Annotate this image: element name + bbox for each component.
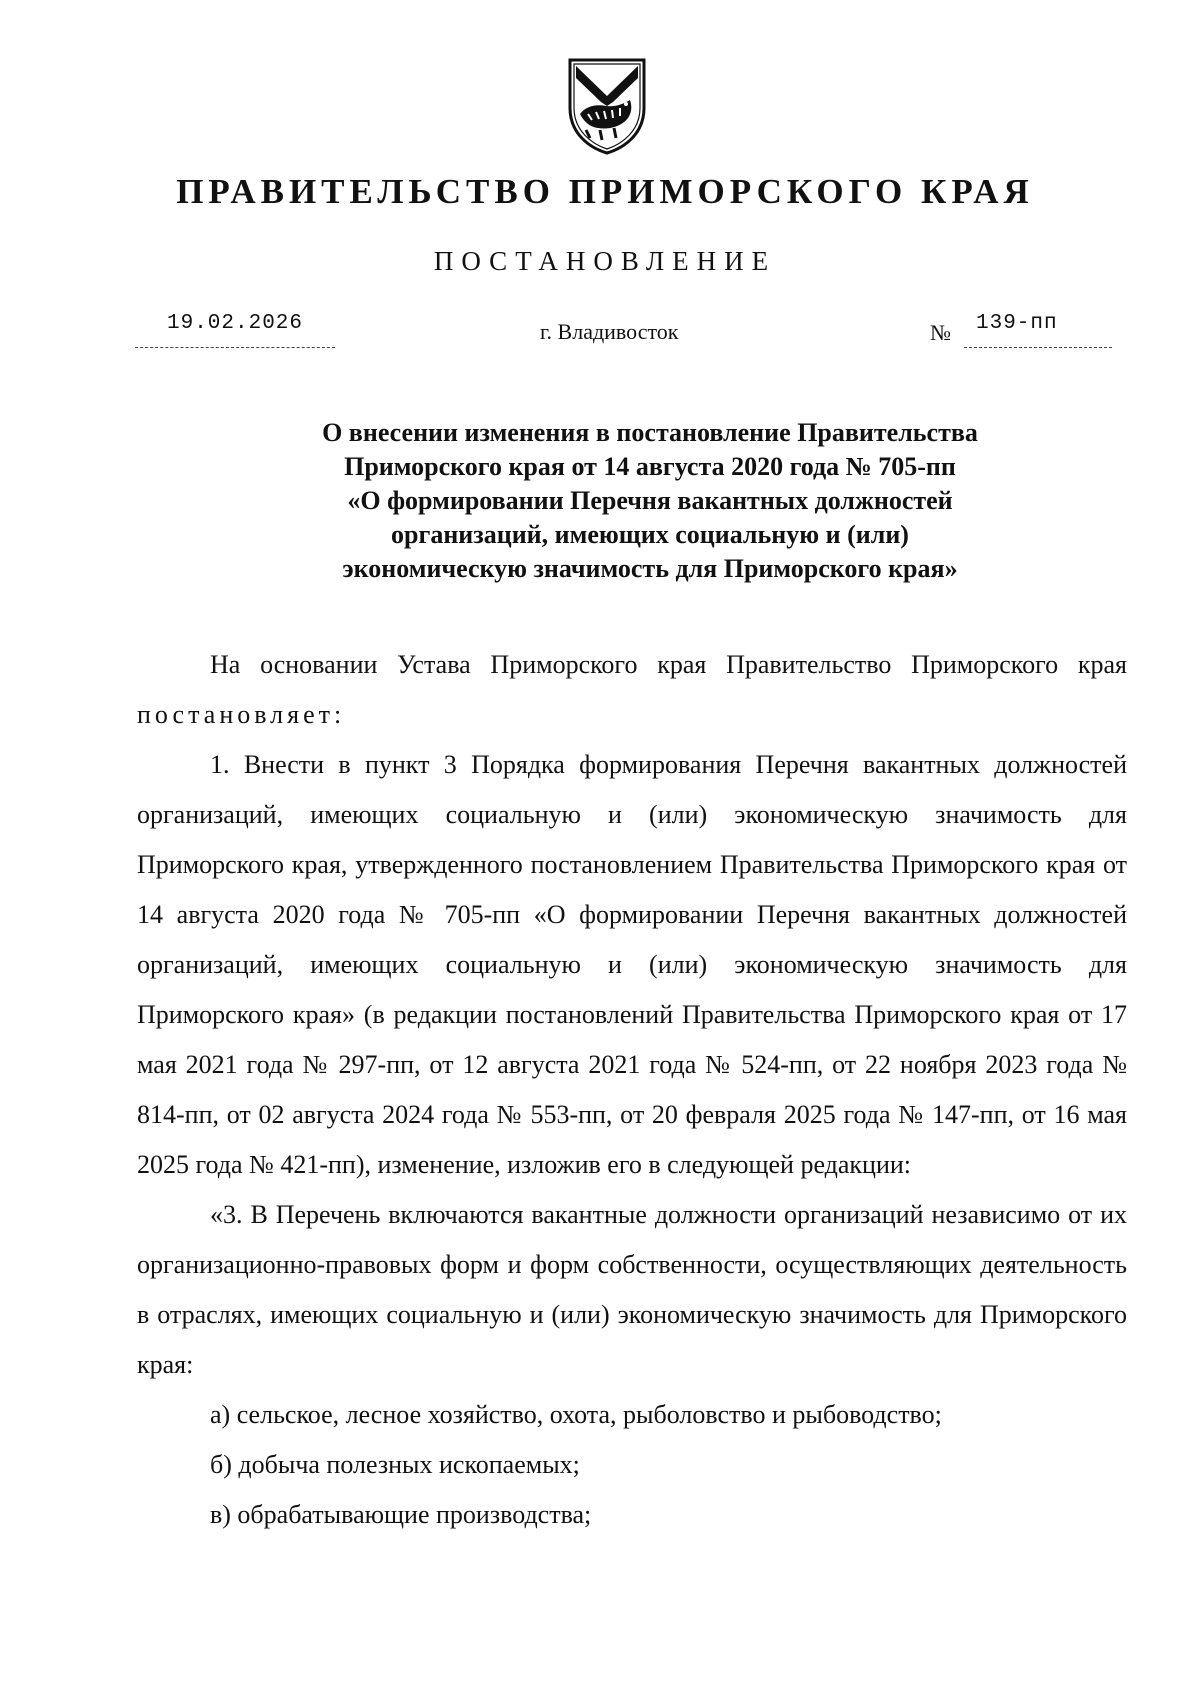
document-date — [135, 312, 335, 348]
coat-of-arms-icon — [566, 56, 648, 156]
item-3-paragraph: «3. В Перечень включаются вакантные должности организаций независимо от их организационно-правовых форм и форм собственности, осуществляющих деятельность в отраслях, имеющих социальную и (или) экономическую значимость для Приморского края: — [137, 1200, 1127, 1379]
document-body — [137, 640, 1127, 1540]
number-line — [964, 312, 1112, 348]
subject-line: «О формировании Перечня вакантных должностей — [347, 486, 953, 515]
number-sign: № — [930, 320, 951, 345]
subject-line: организаций, имеющих социальную и (или) — [391, 520, 909, 549]
list-item: в) обрабатывающие производства; — [210, 1500, 592, 1529]
list-item: б) добыча полезных ископаемых; — [210, 1450, 580, 1479]
subject-line: Приморского края от 14 августа 2020 года № 705-пп — [344, 452, 956, 481]
intro-keyword: постановляет: — [137, 700, 346, 729]
intro-text: На основании Устава Приморского края Правительство Приморского края — [210, 650, 1127, 679]
government-title: ПРАВИТЕЛЬСТВО ПРИМОРСКОГО КРАЯ — [176, 172, 1034, 211]
list-item: а) сельское, лесное хозяйство, охота, рыболовство и рыбоводство; — [210, 1400, 942, 1429]
subject-line: О внесении изменения в постановление Правительства — [322, 418, 978, 447]
document-subject — [200, 416, 1100, 586]
city-name: г. Владивосток — [540, 319, 679, 344]
subject-line: экономическую значимость для Приморского края» — [342, 554, 958, 583]
number-value: 139-пп — [976, 312, 1058, 335]
document-type: ПОСТАНОВЛЕНИЕ — [433, 246, 777, 276]
item-1-paragraph: 1. Внести в пункт 3 Порядка формирования Перечня вакантных должностей организаций, имеющих социальную и (или) экономическую значимость для Приморского края, утвержденного постановлением Правительства Приморского края от 14 августа 2020 года № 705-пп «О формировании Перечня вакантных должностей организаций, имеющих социальную и (или) экономическую значимость для Приморского края» (в редакции постановлений Правительства Приморского края от 17 мая 2021 года № 297-пп, от 12 августа 2021 года № 524-пп, от 22 ноября 2023 года № 814-пп, от 02 августа 2024 года № 553-пп, от 20 февраля 2025 года № 147-пп, от 16 мая 2025 года № 421-пп), изменение, изложив его в следующей редакции: — [137, 750, 1127, 1179]
intro-paragraph — [137, 640, 1127, 740]
date-value: 19.02.2026 — [166, 312, 304, 335]
document-number — [930, 312, 1112, 348]
